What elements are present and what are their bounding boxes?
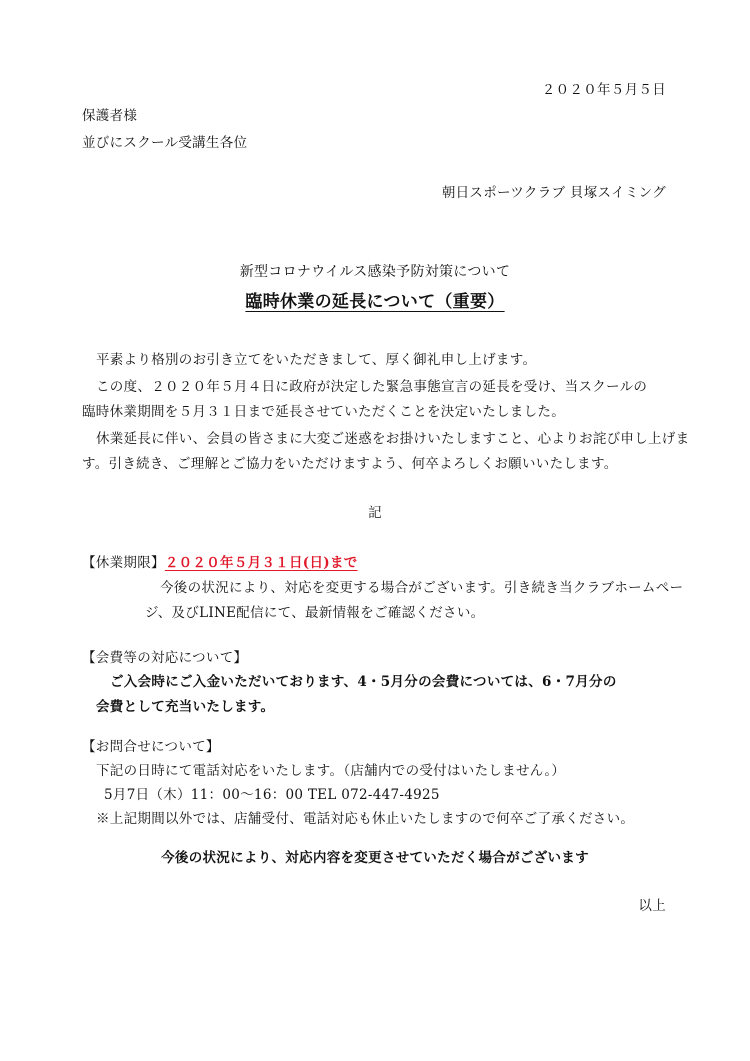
period-note-line1: 今後の状況により、対応を変更する場合がございます。引き続き当クラブホームペー [160,580,684,596]
paragraph-apology-line2: す。引き続き、ご理解とご協力をいただけますよう、何卒よろしくお願いいたします。 [82,456,618,472]
document-subtitle: 新型コロナウイルス感染予防対策について [239,264,511,280]
paragraph-extension-line1: この度、２０２０年５月４日に政府が決定した緊急事態宣言の延長を受け、当スクールの [96,379,648,395]
ki-marker: 記 [368,505,382,521]
paragraph-extension-line2: 臨時休業期間を５月３１日まで延長させていただくことを決定いたしました。 [82,404,565,420]
contact-hours: 5月7日（木）11：00〜16：00 TEL 072-447-4925 [104,787,440,803]
contact-line3: ※上記期間以外では、店舗受付、電話対応も休止いたしますので何卒ご了承ください。 [96,811,635,827]
closing-note: 今後の状況により、対応内容を変更させていただく場合がございます [161,850,589,866]
fees-line2: 会費として充当いたします。 [96,699,275,715]
recipient-students: 並びにスクール受講生各位 [82,135,248,151]
period-heading: 【休業期限】 [82,555,165,571]
contact-line1: 下記の日時にて電話対応をいたします。（店舗内での受付はいたしません。） [96,763,566,779]
recipient-guardians: 保護者様 [82,108,138,124]
period-note-line2: ジ、及びLINE配信にて、最新情報をご確認ください。 [145,605,485,621]
contact-heading: 【お問合せについて】 [82,739,220,755]
paragraph-greeting: 平素より格別のお引き立てをいただきまして、厚く御礼申し上げます。 [96,352,537,368]
document-date: ２０２０年５月５日 [541,82,666,98]
document-title: 臨時休業の延長について（重要） [245,292,505,312]
fees-heading: 【会費等の対応について】 [82,650,248,666]
period-date: ２０２０年５月３１日(日)まで [164,555,358,571]
period-section [82,553,358,573]
fees-line1: ご入会時にご入金いただいております、4・5月分の会費については、6・7月分の [110,674,617,690]
ijo-marker: 以上 [638,898,666,914]
sender-name: 朝日スポーツクラブ 貝塚スイミング [441,185,666,201]
paragraph-apology-line1: 休業延長に伴い、会員の皆さまに大変ご迷惑をお掛けいたしますこと、心よりお詫び申し上げま [96,431,690,447]
